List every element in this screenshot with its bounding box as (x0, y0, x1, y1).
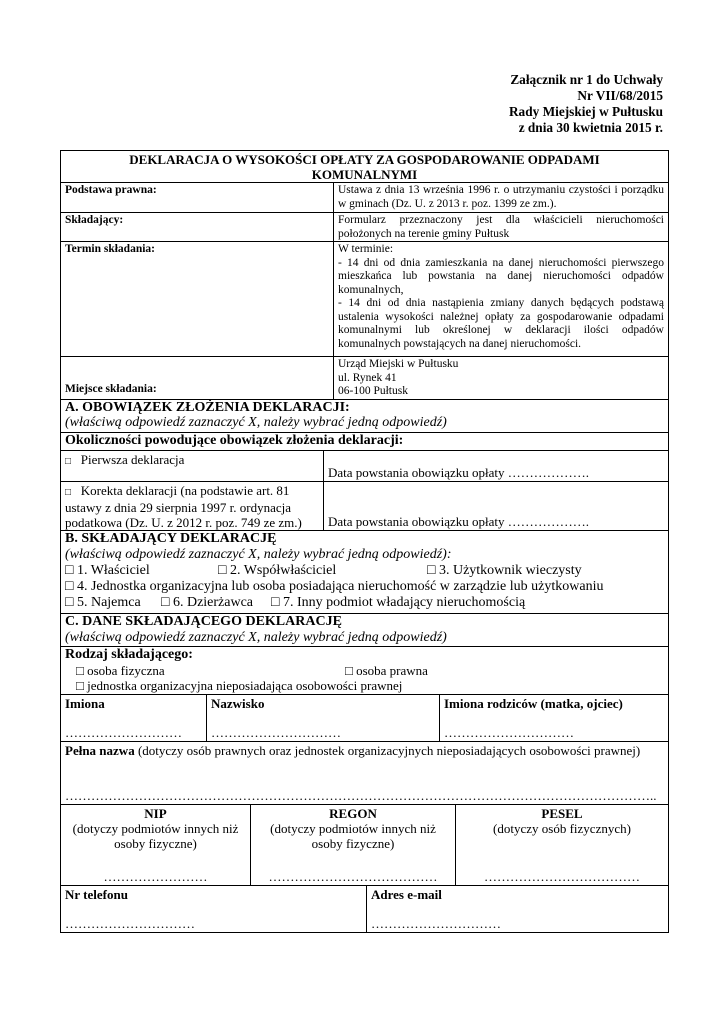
option-other[interactable]: □ 7. Inny podmiot władający nieruchomością (271, 595, 526, 610)
place-line: 06-100 Pułtusk (338, 385, 408, 397)
option-natural-person[interactable]: □ osoba fizyczna (76, 663, 165, 678)
option-tenant[interactable]: □ 5. Najemca (65, 595, 141, 610)
first-names-field[interactable] (61, 695, 206, 741)
contact-row (61, 885, 668, 932)
correction-date-text: Data powstania obowiązku opłaty ………………. (328, 514, 590, 529)
first-declaration-label: Pierwsza deklaracja (80, 452, 185, 467)
submitter-label: Składający: (65, 214, 124, 226)
section-c-title: C. DANE SKŁADAJĄCEGO DEKLARACJĘ (65, 614, 342, 629)
option-legal-person[interactable]: □ osoba prawna (345, 663, 428, 678)
owner-options-row (65, 563, 664, 579)
first-declaration-date (323, 451, 668, 481)
pesel-note: (dotyczy osób fizycznych) (493, 821, 631, 836)
correction-option[interactable] (61, 482, 323, 530)
pesel-label: PESEL (541, 806, 583, 821)
section-a-heading (61, 400, 668, 432)
email-field[interactable] (366, 886, 668, 932)
pesel-field[interactable] (455, 805, 668, 885)
option-co-owner[interactable]: □ 2. Współwłaściciel (218, 563, 337, 578)
full-name-field[interactable] (61, 742, 668, 804)
surname-dots: ………………………… (211, 725, 341, 740)
full-name-caption (65, 743, 664, 758)
regon-note: (dotyczy podmiotów innych niż osoby fizyczne) (270, 821, 436, 851)
phone-field[interactable] (61, 886, 366, 932)
section-c-heading (61, 614, 668, 646)
full-name-row (61, 741, 668, 804)
form-title-line2: KOMUNALNYMI (311, 167, 418, 182)
pesel-caption (460, 806, 664, 836)
id-numbers-row (61, 804, 668, 885)
full-name-note: (dotyczy osób prawnych oraz jednostek organizacyjnych nieposiadających osobowości prawnej) (134, 743, 641, 758)
form-title-row (61, 151, 668, 182)
section-a-title: A. OBOWIĄZEK ZŁOŻENIA DEKLARACJI: (65, 400, 350, 415)
option-organization[interactable]: □ 4. Jednostka organizacyjna lub osoba posiadająca nieruchomość w zarządzie lub użytkowaniu (65, 579, 604, 594)
place-row (61, 356, 668, 399)
option-perpetual-user[interactable]: □ 3. Użytkownik wieczysty (427, 563, 582, 578)
nip-caption (65, 806, 246, 851)
section-c-header (61, 613, 668, 646)
option-org-unit[interactable]: □ jednostka organizacyjna nieposiadająca osobowości prawnej (76, 678, 403, 693)
section-b-title: B. SKŁADAJĄCY DEKLARACJĘ (65, 531, 277, 546)
regon-label: REGON (329, 806, 377, 821)
nip-label: NIP (144, 806, 167, 821)
circumstances-label: Okoliczności powodujące obowiązek złożenia deklaracji: (65, 433, 404, 448)
email-label: Adres e-mail (371, 887, 442, 902)
submitter-value: Formularz przeznaczony jest dla właścicieli nieruchomości położonych na terenie gminy Pułtusk (333, 213, 668, 241)
header-line: Rady Miejskiej w Pułtusku (508, 104, 663, 119)
submitter-type-options (65, 663, 664, 678)
legal-basis-value: Ustawa z dnia 13 września 1996 r. o utrzymaniu czystości i porządku w gminach (Dz. U. z 2013 r. poz. 1399 ze zm.). (333, 183, 668, 212)
first-declaration-row (61, 450, 668, 481)
phone-label: Nr telefonu (65, 887, 128, 902)
header-line: Nr VII/68/2015 (577, 88, 663, 103)
first-declaration-date-text: Data powstania obowiązku opłaty ………………. (328, 465, 590, 480)
section-b-note: (właściwą odpowiedź zaznaczyć X, należy wybrać jedną odpowiedź): (65, 547, 452, 562)
submitter-type-row (61, 646, 668, 694)
header-line: Załącznik nr 1 do Uchwały (510, 72, 663, 87)
place-line: ul. Rynek 41 (338, 371, 397, 384)
correction-label: Korekta deklaracji (na podstawie art. 81 ustawy z dnia 29 sierpnia 1997 r. ordynacja podatkowa (Dz. U. z 2012 r. poz. 749 ze zm.) (65, 483, 302, 530)
section-a-header (61, 399, 668, 432)
correction-row (61, 481, 668, 530)
surname-label: Nazwisko (211, 696, 265, 711)
place-value (333, 357, 668, 399)
parents-names-dots: ………………………… (444, 725, 574, 740)
submitter-type-label: Rodzaj składającego: (65, 647, 193, 662)
legal-basis-label: Podstawa prawna: (65, 184, 157, 196)
nip-field[interactable] (61, 805, 250, 885)
section-a-note: (właściwą odpowiedź zaznaczyć X, należy wybrać jedną odpowiedź) (65, 415, 447, 430)
tenant-options-row (65, 595, 664, 611)
first-names-dots: ……………………… (65, 725, 182, 740)
option-owner[interactable]: □ 1. Właściciel (65, 563, 150, 578)
full-name-label: Pełna nazwa (65, 743, 135, 758)
deadline-item: - 14 dni od dnia nastąpienia zmiany danych będących podstawą ustalenia wysokości należnej opłaty za gospodarowanie odpadami komunalnymi lub określonej w deklaracji ilości odpadów komunalnych powstających na danej nieruchomości. (338, 297, 664, 350)
header-line: z dnia 30 kwietnia 2015 r. (518, 120, 663, 135)
option-lessee[interactable]: □ 6. Dzierżawca (161, 595, 254, 610)
section-b-content (61, 531, 668, 613)
full-name-dots: ……………………………………………………………………………………………………………………….. (65, 788, 657, 803)
surname-field[interactable] (206, 695, 439, 741)
place-label (61, 357, 333, 399)
place-line: Urząd Miejski w Pułtusku (338, 358, 459, 370)
phone-dots: ………………………… (65, 916, 195, 931)
deadline-intro: W terminie: (338, 243, 394, 255)
parents-names-label: Imiona rodziców (matka, ojciec) (444, 696, 623, 711)
pesel-dots: ……………………………… (484, 869, 640, 884)
regon-caption (255, 806, 451, 851)
deadline-value (333, 242, 668, 356)
form-title (61, 151, 668, 182)
regon-field[interactable] (250, 805, 455, 885)
first-names-label: Imiona (65, 696, 105, 711)
deadline-item: - 14 dni od dnia zamieszkania na danej nieruchomości pierwszego mieszkańca lub powstania na danej nieruchomości odpadów komunalnych, (338, 256, 664, 296)
submitter-row (61, 212, 668, 241)
correction-date (323, 482, 668, 530)
section-c-note: (właściwą odpowiedź zaznaczyć X, należy wybrać jedną odpowiedź) (65, 630, 447, 645)
deadline-row (61, 241, 668, 356)
regon-dots: ………………………………… (268, 869, 438, 884)
place-label-text: Miejsce składania: (65, 382, 157, 395)
nip-note: (dotyczy podmiotów innych niż osoby fizyczne) (72, 821, 239, 851)
deadline-label: Termin składania: (65, 243, 156, 255)
first-declaration-option[interactable] (61, 451, 323, 481)
circumstances-row (61, 432, 668, 450)
checkbox-icon[interactable]: □ (65, 456, 72, 467)
declaration-form (60, 150, 669, 933)
submitter-type (61, 647, 668, 694)
email-dots: ………………………… (371, 916, 501, 931)
parents-names-field[interactable] (439, 695, 668, 741)
names-row (61, 694, 668, 741)
form-title-line1: DEKLARACJA O WYSOKOŚCI OPŁATY ZA GOSPODAROWANIE ODPADAMI (129, 152, 600, 167)
nip-dots: …………………… (103, 869, 208, 884)
attachment-header (509, 72, 663, 136)
legal-basis-row (61, 182, 668, 212)
checkbox-icon[interactable]: □ (65, 487, 72, 498)
section-b (61, 530, 668, 613)
